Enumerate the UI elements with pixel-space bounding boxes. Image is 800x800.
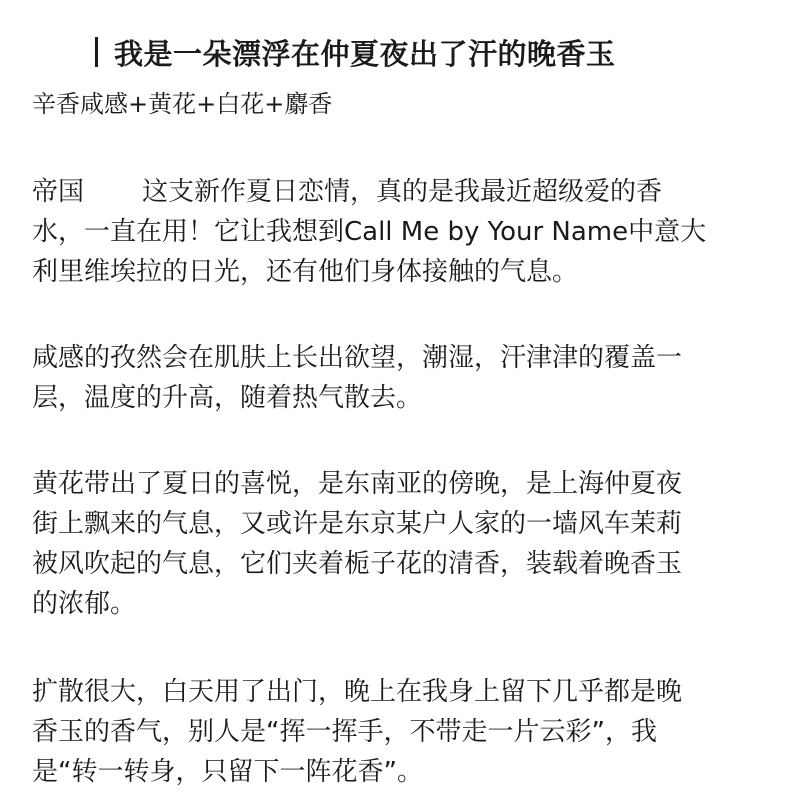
- paragraph-yellow-flowers: [32, 464, 772, 624]
- paragraph-line: 利里维埃拉的日光，还有他们身体接触的气息。: [32, 257, 579, 287]
- paragraph-intro: [32, 172, 772, 292]
- paragraph-line: 水，一直在用！它让我想到Call Me by Your Name中意大: [32, 217, 707, 247]
- title-accent-bar: [95, 37, 98, 67]
- paragraph-line: 帝国 这支新作夏日恋情，真的是我最近超级爱的香: [32, 177, 663, 207]
- paragraph-line: 街上飘来的气息，又或许是东京某户人家的一墙风车茉莉: [32, 509, 683, 539]
- paragraph-line: 层，温度的升高，随着热气散去。: [32, 383, 423, 413]
- fragrance-notes: 辛香咸感+黄花+白花+麝香: [32, 90, 333, 118]
- paragraph-line: 咸感的孜然会在肌肤上长出欲望，潮湿，汗津津的覆盖一: [32, 343, 683, 373]
- post-title-row: [95, 28, 616, 76]
- paragraph-salty: [32, 338, 772, 418]
- post-title: 我是一朵漂浮在仲夏夜出了汗的晚香玉: [114, 36, 616, 71]
- paragraph-line: 香玉的香气，别人是“挥一挥手，不带走一片云彩”，我: [32, 717, 657, 747]
- paragraph-line: 被风吹起的气息，它们夹着栀子花的清香，装载着晚香玉: [32, 549, 683, 579]
- paragraph-projection: [32, 672, 772, 792]
- paragraph-line: 扩散很大，白天用了出门，晚上在我身上留下几乎都是晚: [32, 677, 683, 707]
- paragraph-line: 的浓郁。: [32, 589, 137, 619]
- paragraph-line: 是“转一转身，只留下一阵花香”。: [32, 757, 423, 787]
- paragraph-line: 黄花带出了夏日的喜悦，是东南亚的傍晚，是上海仲夏夜: [32, 469, 683, 499]
- brand-name: 帝国: [32, 177, 85, 207]
